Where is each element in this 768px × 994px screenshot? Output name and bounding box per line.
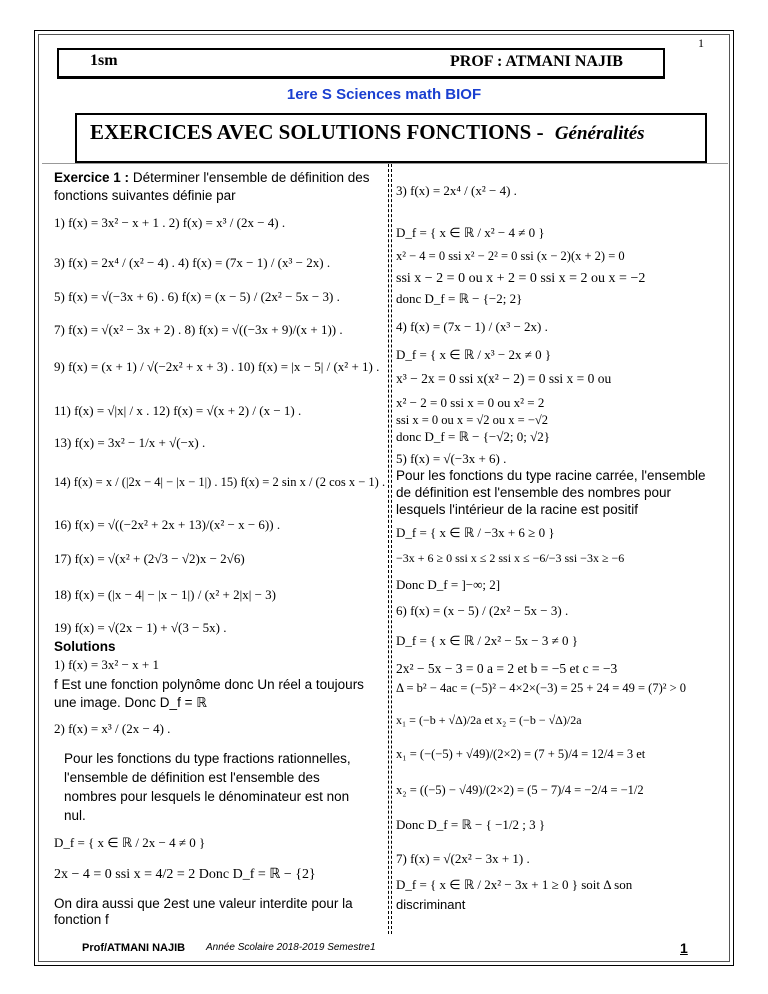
exercise-item: 5) f(x) = √(−3x + 6) . 6) f(x) = (x − 5) / (2x² − 5x − 3) . (54, 289, 340, 304)
solution-5-line: Donc D_f = ]−∞; 2] (396, 577, 501, 592)
solution-6-domain: D_f = { x ∈ ℝ / 2x² − 5x − 3 ≠ 0 } (396, 633, 578, 648)
content-top-line (42, 163, 728, 164)
solution-6-line: 2x² − 5x − 3 = 0 a = 2 et b = −5 et c = −3 (396, 661, 618, 676)
solution-3-formula: 3) f(x) = 2x⁴ / (x² − 4) . (396, 183, 517, 198)
exercise-label: Exercice 1 : (54, 170, 130, 185)
exercise-item: 11) f(x) = √|x| / x . 12) f(x) = √(x + 2) / (x − 1) . (54, 403, 302, 418)
solution-6-line: x₂ = ((−5) − √49)/(2×2) = (5 − 7)/4 = −2/4 = −1/2 (396, 783, 644, 797)
solution-4-formula: 4) f(x) = (7x − 1) / (x³ − 2x) . (396, 319, 548, 334)
solutions-heading: Solutions (54, 639, 116, 654)
solution-6-line: x₁ = (−b + √Δ)/2a et x₂ = (−b − √Δ)/2a (396, 713, 582, 727)
exercise-item: 16) f(x) = √((−2x² + 2x + 13)/(x² − x − 6)) . (54, 517, 281, 532)
page-number-top: 1 (698, 36, 704, 50)
solution-7-formula: 7) f(x) = √(2x² − 3x + 1) . (396, 851, 530, 866)
solution-1-formula: 1) f(x) = 3x² − x + 1 (54, 657, 159, 672)
exercise-item: 3) f(x) = 2x⁴ / (x² − 4) . 4) f(x) = (7x − 1) / (x³ − 2x) . (54, 255, 331, 270)
exercise-item: 9) f(x) = (x + 1) / √(−2x² + x + 3) . 10) f(x) = |x − 5| / (x² + 1) . (54, 359, 380, 374)
solution-3-domain: D_f = { x ∈ ℝ / x² − 4 ≠ 0 } (396, 225, 545, 240)
solution-4-domain: D_f = { x ∈ ℝ / x³ − 2x ≠ 0 } (396, 347, 552, 362)
solution-1-text: f Est une fonction polynôme donc Un réel a toujours une image. Donc D_f = ℝ (54, 677, 364, 711)
exercise-item: 18) f(x) = (|x − 4| − |x − 1|) / (x² + 2|x| − 3) (54, 587, 276, 602)
exercise-intro (54, 169, 376, 205)
solution-4-line: x³ − 2x = 0 ssi x(x² − 2) = 0 ssi x = 0 ou (396, 371, 612, 386)
solution-7-line: discriminant (396, 897, 466, 912)
solution-5-text: Pour les fonctions du type racine carrée, l'ensemble de définition est l'ensemble des nombres pour lesquels l'intérieur de la racine est positif (396, 468, 706, 517)
exercise-item: 7) f(x) = √(x² − 3x + 2) . 8) f(x) = √((−3x + 9)/(x + 1)) . (54, 322, 343, 337)
exercise-item: 17) f(x) = √(x² + (2√3 − √2)x − 2√6) (54, 551, 245, 566)
solution-5-line: −3x + 6 ≥ 0 ssi x ≤ 2 ssi x ≤ −6/−3 ssi −3x ≥ −6 (396, 551, 625, 565)
solution-3-line: ssi x − 2 = 0 ou x + 2 = 0 ssi x = 2 ou x = −2 (396, 271, 646, 286)
solution-5-formula: 5) f(x) = √(−3x + 6) . (396, 451, 507, 466)
solution-4-line: x² − 2 = 0 ssi x = 0 ou x² = 2 (396, 395, 545, 410)
solution-7-line: D_f = { x ∈ ℝ / 2x² − 3x + 1 ≥ 0 } soit Δ son (396, 877, 633, 892)
title-italic: Généralités (554, 123, 645, 144)
solution-4-line: ssi x = 0 ou x = √2 ou x = −√2 (396, 413, 548, 427)
exercise-item: 1) f(x) = 3x² − x + 1 . 2) f(x) = x³ / (2x − 4) . (54, 215, 286, 230)
solution-2-domain: D_f = { x ∈ ℝ / 2x − 4 ≠ 0 } (54, 835, 206, 850)
solution-6-line: Δ = b² − 4ac = (−5)² − 4×2×(−3) = 25 + 24 = 49 = (7)² > 0 (396, 681, 687, 695)
exercise-item: 19) f(x) = √(2x − 1) + √(3 − 5x) . (54, 620, 227, 635)
solution-2-solve: 2x − 4 = 0 ssi x = 4/2 = 2 Donc D_f = ℝ − {2} (54, 867, 316, 882)
exercise-statement: Déterminer l'ensemble de définition des fonctions suivantes définie par (54, 170, 370, 204)
footer-page-number: 1 (680, 940, 688, 956)
document-title (90, 120, 645, 145)
footer-author: Prof/ATMANI NAJIB (82, 942, 186, 954)
footer-year: Année Scolaire 2018-2019 Semestre1 (206, 942, 376, 953)
solution-6-formula: 6) f(x) = (x − 5) / (2x² − 5x − 3) . (396, 603, 569, 618)
subtitle: 1ere S Sciences math BIOF (286, 86, 482, 103)
solution-3-line: x² − 4 = 0 ssi x² − 2² = 0 ssi (x − 2)(x + 2) = 0 (396, 249, 625, 263)
title-main: EXERCICES AVEC SOLUTIONS FONCTIONS - (90, 120, 544, 144)
teacher-name: PROF : ATMANI NAJIB (450, 53, 623, 70)
solution-2-text: Pour les fonctions du type fractions rationnelles, l'ensemble de définition est l'ensemble des nombres pour lesquels le dénominateur est non nul. (64, 751, 351, 823)
solution-5-domain: D_f = { x ∈ ℝ / −3x + 6 ≥ 0 } (396, 525, 555, 540)
solution-3-line: donc D_f = ℝ − {−2; 2} (396, 291, 523, 306)
class-label: 1sm (90, 52, 118, 69)
solution-6-line: Donc D_f = ℝ − { −1/2 ; 3 } (396, 817, 546, 832)
column-divider (388, 164, 392, 934)
solution-2-formula: 2) f(x) = x³ / (2x − 4) . (54, 721, 171, 736)
exercise-item: 14) f(x) = x / (|2x − 4| − |x − 1|) . 15) f(x) = 2 sin x / (2 cos x − 1) . (54, 475, 386, 489)
solution-6-line: x₁ = (−(−5) + √49)/(2×2) = (7 + 5)/4 = 12/4 = 3 et (396, 747, 646, 761)
solution-4-line: donc D_f = ℝ − {−√2; 0; √2} (396, 429, 551, 444)
solution-2-note: On dira aussi que 2est une valeur interdite pour la fonction f (54, 896, 353, 927)
exercise-item: 13) f(x) = 3x² − 1/x + √(−x) . (54, 435, 206, 450)
